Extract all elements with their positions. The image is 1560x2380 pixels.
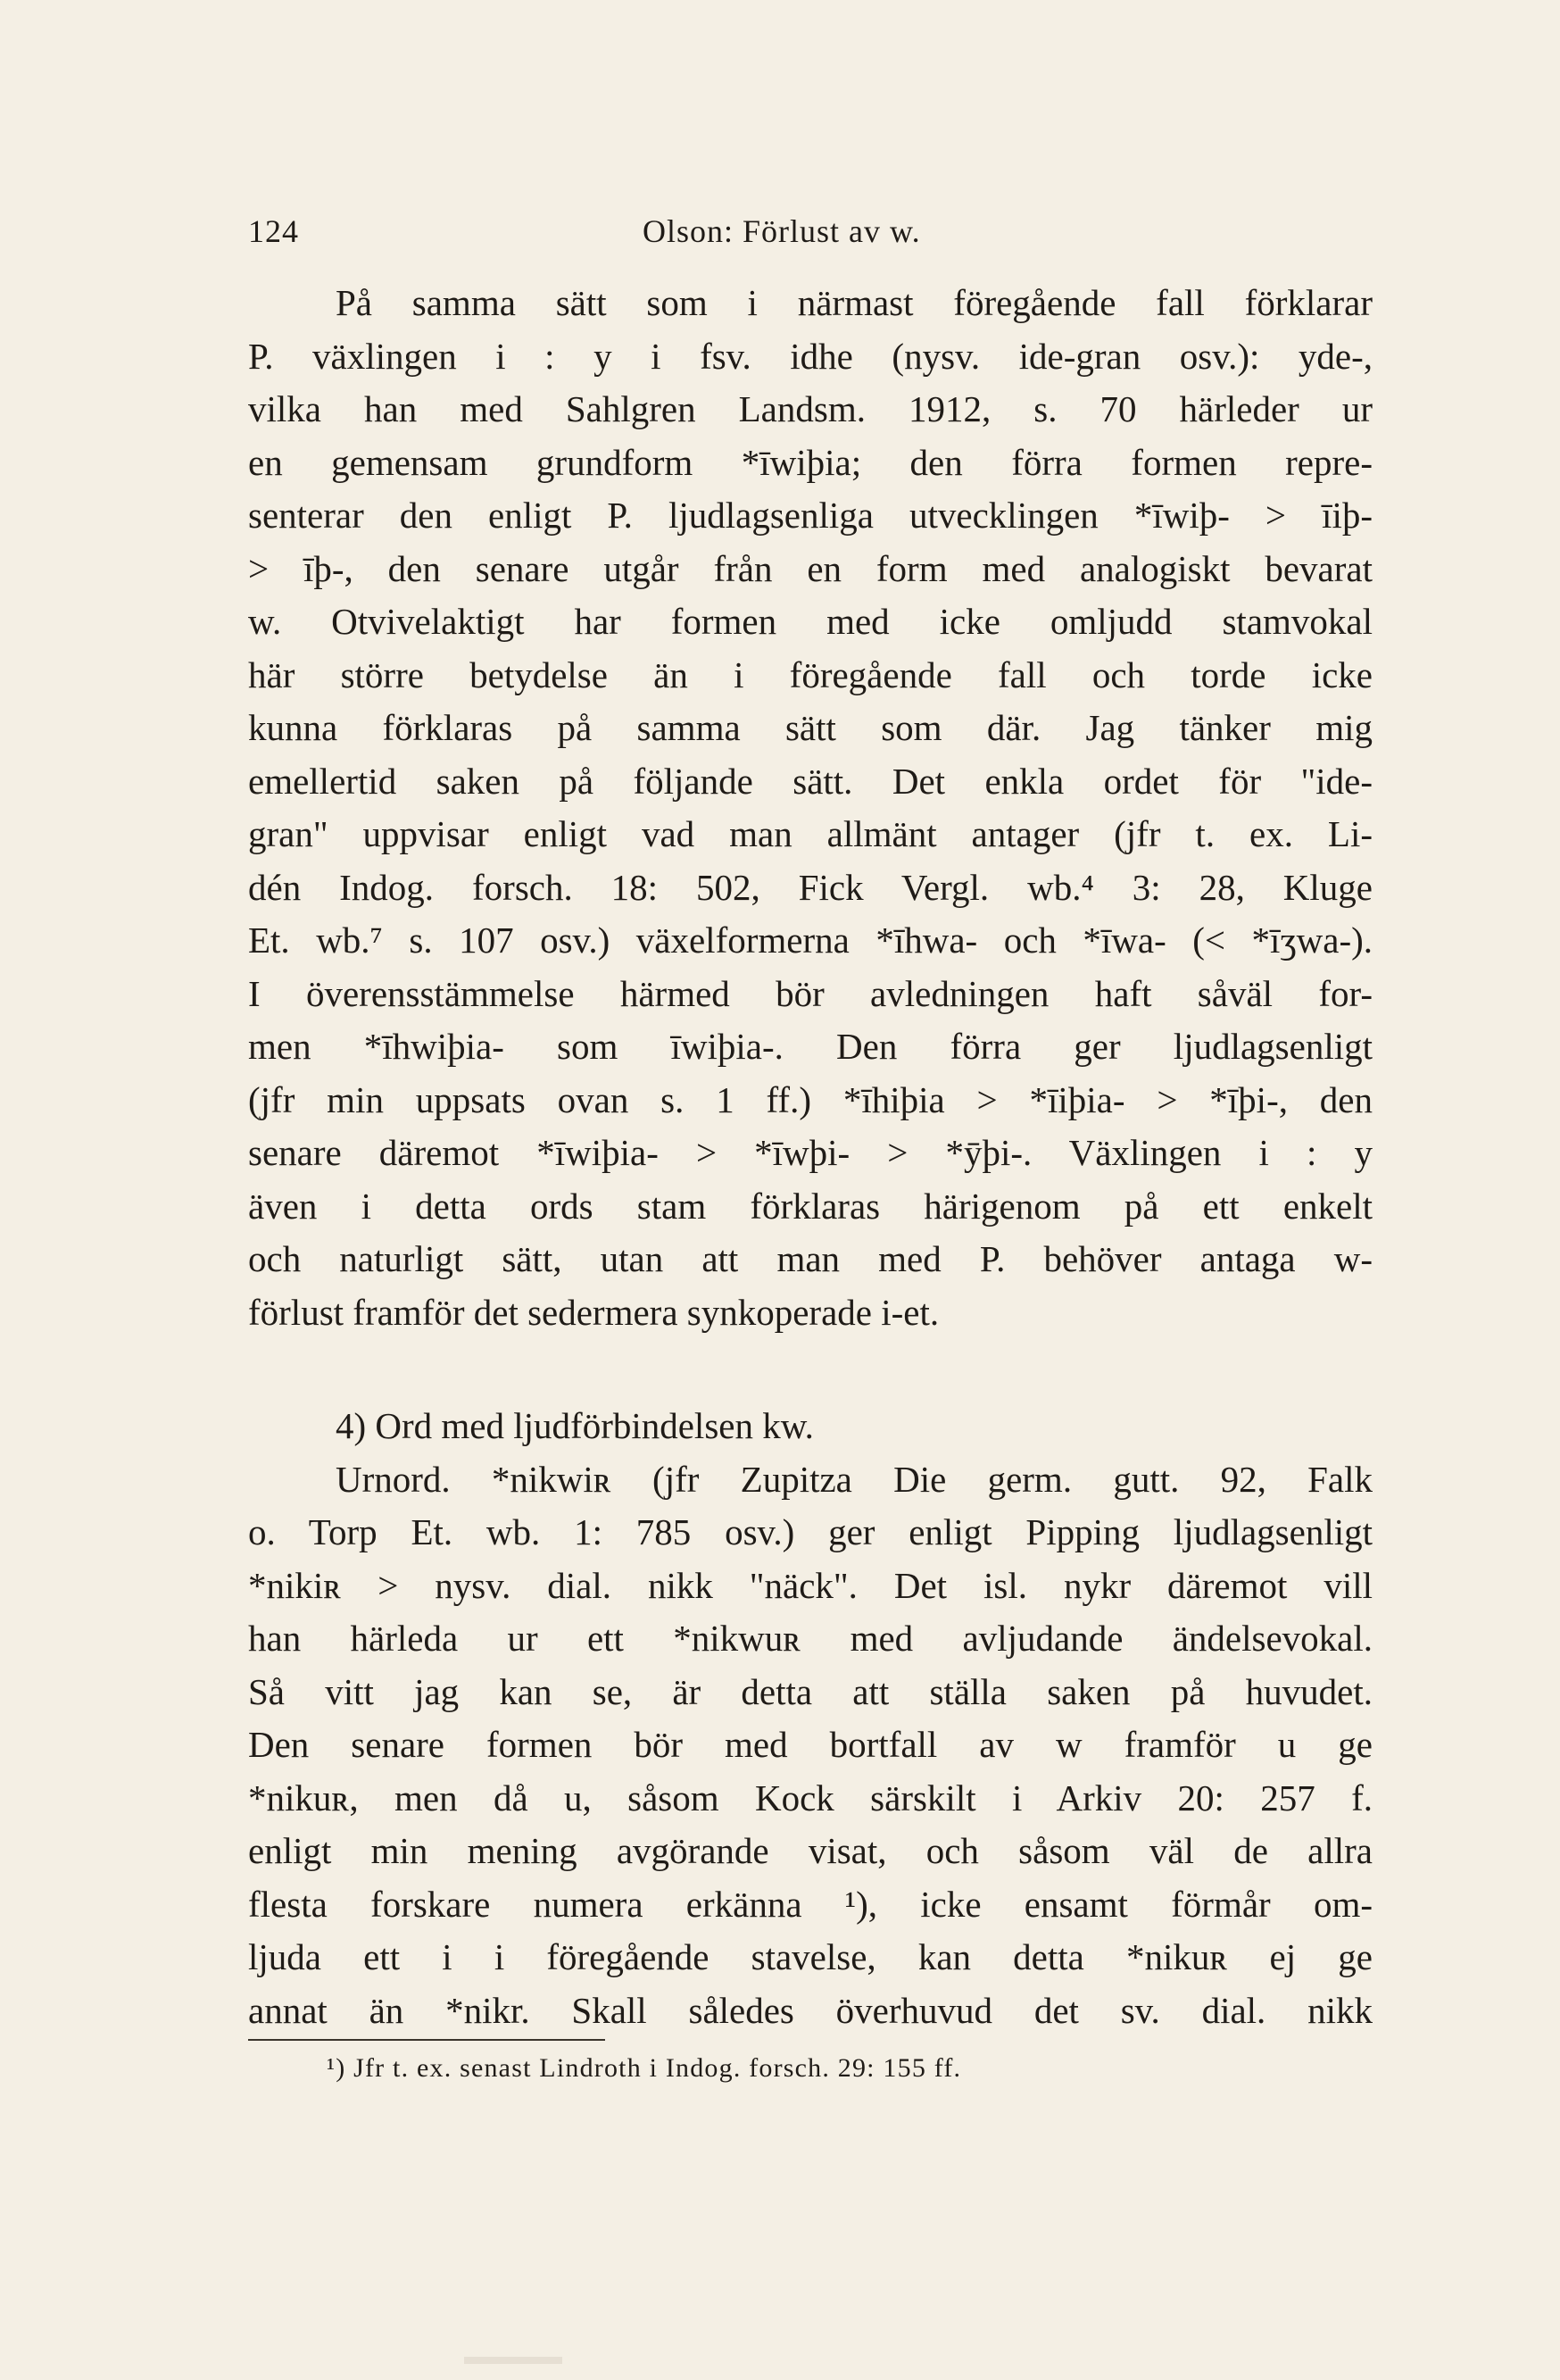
text-line: senterar den enligt P. ljudlagsenliga utvecklingen *īwiþ- > īiþ- bbox=[248, 495, 1373, 536]
text-line: och naturligt sätt, utan att man med P. behöver antaga w- bbox=[248, 1238, 1373, 1279]
text-line: förlust framför det sedermera synkoperade i-et. bbox=[248, 1291, 940, 1333]
text-line: På samma sätt som i närmast föregående fall förklarar bbox=[336, 282, 1373, 323]
paragraph-1 bbox=[248, 277, 1373, 1339]
running-header bbox=[248, 212, 1373, 257]
text-line: P. växlingen i : y i fsv. idhe (nysv. ide-gran osv.): yde-, bbox=[248, 335, 1373, 377]
text-line: *nikiʀ > nysv. dial. nikk "näck". Det isl. nykr däremot vill bbox=[248, 1564, 1373, 1606]
text-line: vilka han med Sahlgren Landsm. 1912, s. 70 härleder ur bbox=[248, 388, 1373, 429]
text-line: I överensstämmelse härmed bör avledningen haft såväl for- bbox=[248, 972, 1373, 1014]
text-line: *nikuʀ, men då u, såsom Kock särskilt i Arkiv 20: 257 f. bbox=[248, 1777, 1373, 1818]
running-title: Olson: Förlust av w. bbox=[643, 213, 921, 249]
text-line: senare däremot *īwiþia- > *īwþi- > *ȳþi-. Växlingen i : y bbox=[248, 1132, 1373, 1173]
text-line: även i detta ords stam förklaras härigenom på ett enkelt bbox=[248, 1185, 1373, 1227]
text-line: gran" uppvisar enligt vad man allmänt antager (jfr t. ex. Li- bbox=[248, 813, 1373, 854]
text-line: Urnord. *nikwiʀ (jfr Zupitza Die germ. gutt. 92, Falk bbox=[336, 1458, 1373, 1500]
text-line: han härleda ur ett *nikwuʀ med avljudande ändelsevokal. bbox=[248, 1618, 1373, 1659]
print-smudge bbox=[464, 2357, 562, 2364]
text-line: Så vitt jag kan se, är detta att ställa saken på huvudet. bbox=[248, 1670, 1373, 1712]
paragraph-2 bbox=[248, 1400, 1373, 2037]
text-line: annat än *nikr. Skall således överhuvud det sv. dial. nikk bbox=[248, 1989, 1373, 2031]
text-line: Et. wb.⁷ s. 107 osv.) växelformerna *īhwa- och *īwa- (< *īʒwa-). bbox=[248, 920, 1373, 961]
footnote: ¹) Jfr t. ex. senast Lindroth i Indog. forsch. 29: 155 ff. bbox=[327, 2053, 962, 2083]
text-line: kunna förklaras på samma sätt som där. Jag tänker mig bbox=[248, 707, 1373, 748]
text-line: emellertid saken på följande sätt. Det enkla ordet för "ide- bbox=[248, 760, 1373, 802]
text-line: o. Torp Et. wb. 1: 785 osv.) ger enligt Pipping ljudlagsenligt bbox=[248, 1511, 1373, 1552]
text-line: Den senare formen bör med bortfall av w framför u ge bbox=[248, 1724, 1373, 1765]
text-line: enligt min mening avgörande visat, och såsom väl de allra bbox=[248, 1830, 1373, 1871]
text-line: dén Indog. forsch. 18: 502, Fick Vergl. wb.⁴ 3: 28, Kluge bbox=[248, 866, 1373, 908]
text-line: men *īhwiþia- som īwiþia-. Den förra ger ljudlagsenligt bbox=[248, 1026, 1373, 1067]
text-line: flesta forskare numera erkänna ¹), icke ensamt förmår om- bbox=[248, 1883, 1373, 1925]
section-heading: 4) Ord med ljudförbindelsen kw. bbox=[336, 1405, 814, 1446]
text-line: (jfr min uppsats ovan s. 1 ff.) *īhiþia > *īiþia- > *īþi-, den bbox=[248, 1078, 1373, 1120]
text-line: en gemensam grundform *īwiþia; den förra formen repre- bbox=[248, 441, 1373, 483]
text-line: ljuda ett i i föregående stavelse, kan detta *nikuʀ ej ge bbox=[248, 1936, 1373, 1977]
footnote-rule bbox=[248, 2039, 605, 2041]
text-line: w. Otvivelaktigt har formen med icke omljudd stamvokal bbox=[248, 601, 1373, 642]
page-number: 124 bbox=[248, 213, 299, 249]
text-line: > īþ-, den senare utgår från en form med analogiskt bevarat bbox=[248, 547, 1373, 589]
text-line: här större betydelse än i föregående fall och torde icke bbox=[248, 653, 1373, 695]
